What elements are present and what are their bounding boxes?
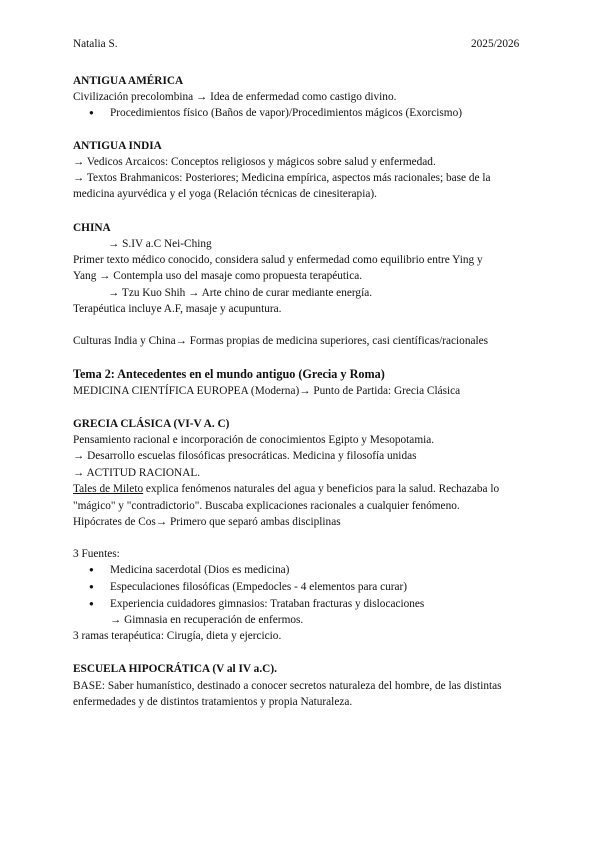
heading-escuela: ESCUELA HIPOCRÁTICA (V al IV a.C). — [73, 663, 277, 675]
grecia-line-6: Hipócrates de Cos→ Primero que separó ambas disciplinas — [73, 516, 341, 528]
tema2-title: Tema 2: Antecedentes en el mundo antiguo (Grecia y Roma) — [73, 367, 385, 381]
tales-de-mileto: Tales de Mileto — [73, 483, 144, 495]
america-bullet-1: ● Procedimientos físico (Baños de vapor)/Procedimientos mágicos (Exorcismo) — [110, 106, 462, 120]
heading-america: ANTIGUA AMÉRICA — [73, 75, 184, 87]
china-line-3: Yang → Contempla uso del masaje como propuesta terapéutica. — [73, 270, 363, 282]
fuentes-bullet-2: ● Especulaciones filosóficas (Empedocles - 4 elementos para curar) — [110, 580, 407, 594]
school-year: 2025/2026 — [471, 38, 520, 50]
india-line-3: medicina ayurvédica y el yoga (Relación técnicas de cinesiterapia). — [73, 188, 377, 200]
fuentes-bullet-3: ● Experiencia cuidadores gimnasios: Trataban fracturas y dislocaciones — [110, 597, 424, 611]
heading-china: CHINA — [73, 222, 111, 234]
grecia-line-3: → ACTITUD RACIONAL. — [73, 467, 201, 479]
author-name: Natalia S. — [73, 38, 118, 50]
heading-grecia: GRECIA CLÁSICA (VI-V A. C) — [73, 418, 230, 430]
fuentes-ramas: 3 ramas terapéutica: Cirugía, dieta y ejercicio. — [73, 630, 282, 642]
india-line-1: → Vedicos Arcaicos: Conceptos religiosos y mágicos sobre salud y enfermedad. — [73, 156, 436, 168]
china-line-5: Terapéutica incluye A.F, masaje y acupuntura. — [73, 303, 282, 315]
fuentes-title: 3 Fuentes: — [73, 548, 120, 560]
grecia-line-4 — [73, 482, 499, 496]
china-line-2: Primer texto médico conocido, considera salud y enfermedad como equilibrio entre Ying y — [73, 254, 483, 266]
grecia-line-5: "mágico" y "contradictorio". Buscaba explicaciones racionales a cualquier fenómeno. — [73, 500, 460, 512]
grecia-line-1: Pensamiento racional e incorporación de conocimientos Egipto y Mesopotamia. — [73, 434, 435, 446]
tema2-line-1: MEDICINA CIENTÍFICA EUROPEA (Moderna)→ Punto de Partida: Grecia Clásica — [73, 385, 461, 397]
summary-line: Culturas India y China→ Formas propias de medicina superiores, casi científicas/racionales — [73, 335, 489, 347]
china-line-4: → Tzu Kuo Shih → Arte chino de curar mediante energía. — [108, 287, 373, 299]
fuentes-bullet-1: ● Medicina sacerdotal (Dios es medicina) — [110, 563, 289, 577]
escuela-line-2: enfermedades y de distintos tratamientos y propia Naturaleza. — [73, 696, 353, 708]
america-line-1: Civilización precolombina → Idea de enfermedad como castigo divino. — [73, 91, 397, 103]
escuela-line-1: BASE: Saber humanístico, destinado a conocer secretos naturaleza del hombre, de las distintas — [73, 680, 502, 692]
india-line-2: → Textos Brahmanicos: Posteriores; Medicina empírica, aspectos más racionales; base de la — [73, 172, 491, 184]
grecia-line-2: → Desarrollo escuelas filosóficas presocráticas. Medicina y filosofía unidas — [73, 450, 417, 462]
grecia-line-4-text: explica fenómenos naturales del agua y beneficios para la salud. Rechazaba lo — [143, 483, 500, 495]
china-line-1: → S.IV a.C Nei-Ching — [108, 238, 212, 250]
fuentes-bullet-3-sub: → Gimnasia en recuperación de enfermos. — [110, 614, 304, 626]
heading-india: ANTIGUA INDIA — [73, 140, 162, 152]
